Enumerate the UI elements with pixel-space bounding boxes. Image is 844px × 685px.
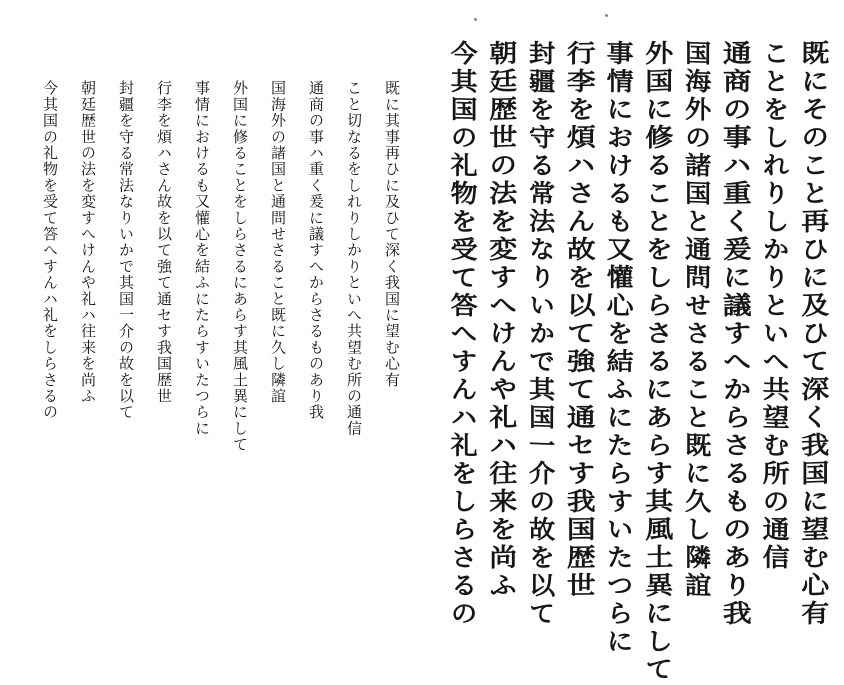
- transcription-line: 既に其事再ひに及ひて深く我国に望む心有: [383, 80, 401, 388]
- manuscript-line: 既にそのこと再ひに及ひて深く我国に望む心有: [797, 39, 830, 629]
- manuscript-line: 通商の事ハ重く爰に議すへからさるものあり我: [718, 39, 753, 629]
- transcription-line: 朝廷歴世の法を変すへけんや礼ハ往来を尚ふ: [79, 80, 97, 404]
- manuscript-line: ことをしれりしかりといへ共望む所の通信: [758, 39, 791, 573]
- transcription-line: 封疆を守る常法なりいかで其国一介の故を以て: [117, 80, 135, 421]
- typeset-transcription: [22, 80, 402, 580]
- speck-mark: [474, 18, 477, 21]
- manuscript-line: 国海外の諸国と通問せさること既に久し隣誼: [681, 39, 712, 601]
- transcription-line: 国海外の諸国と通問せさること既に久し隣誼: [269, 80, 287, 404]
- transcription-line: 通商の事ハ重く爰に議すへからさるものあり我: [307, 80, 325, 421]
- manuscript-line: 事情におけるも又懽心を結ふにたらすいたつらに: [602, 39, 635, 657]
- handwritten-manuscript: [430, 39, 830, 685]
- manuscript-line: 今其国の礼物を受て答へすんハ礼をしらさるの: [446, 39, 479, 629]
- manuscript-line: 外国に修ることをしらさるにあらす其風土異にして: [641, 39, 674, 685]
- transcription-line: 事情におけるも又懽心を結ふにたらすいたつらに: [193, 80, 211, 437]
- transcription-line: 今其国の礼物を受て答へすんハ礼をしらさるの: [41, 80, 59, 421]
- transcription-line: こと切なるをしれりしかりといへ共望む所の通信: [345, 80, 363, 437]
- manuscript-line: 封疆を守る常法なりいかで其国一介の故を以て: [525, 39, 556, 629]
- manuscript-line: 朝廷歴世の法を変すへけんや礼ハ往来を尚ふ: [485, 39, 518, 601]
- manuscript-line: 行李を煩ハさん故を以て強て通セす我国歴世: [562, 39, 597, 601]
- transcription-line: 行李を煩ハさん故を以て強て通セす我国歴世: [155, 80, 173, 404]
- transcription-line: 外国に修ることをしらさるにあらす其風土異にして: [231, 80, 249, 453]
- speck-mark: [605, 14, 608, 17]
